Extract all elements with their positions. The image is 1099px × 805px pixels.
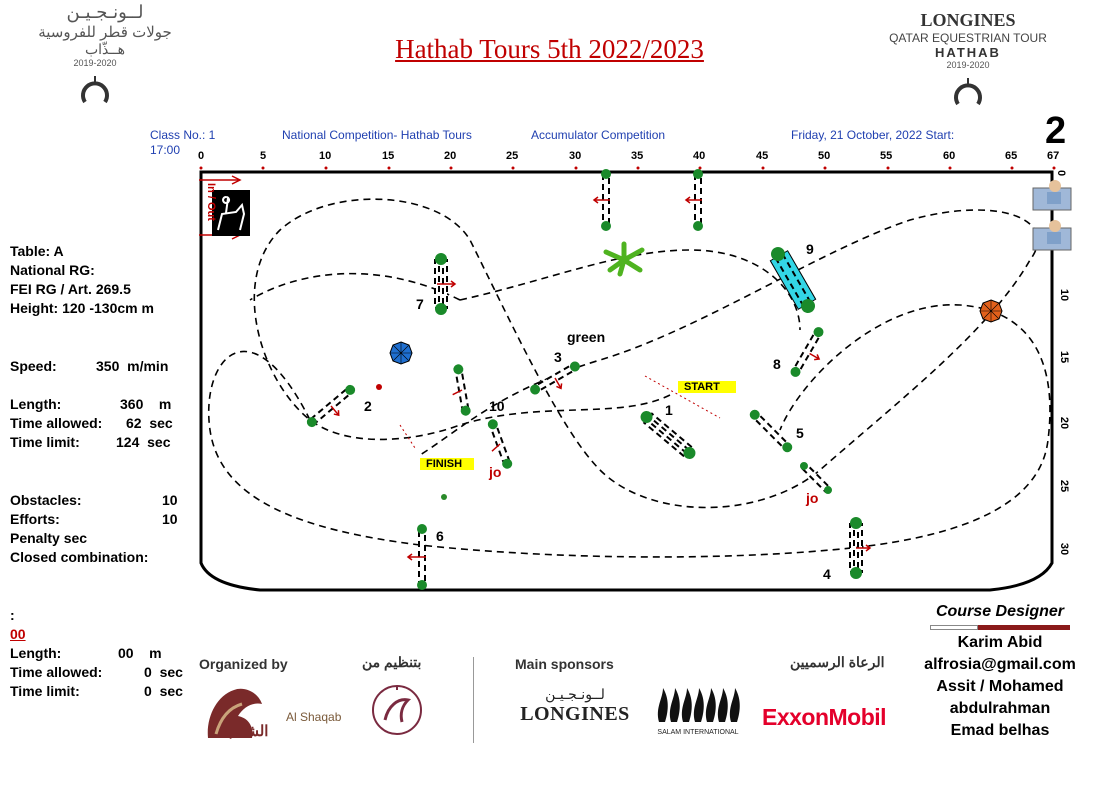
arena-outline [201,172,1052,590]
obstacle-4[interactable] [850,517,870,579]
class-time: 17:00 [150,143,181,157]
salam-name: SALAM INTERNATIONAL [657,729,739,736]
obstacle-number-1: 1 [665,402,673,418]
jump-off-code: 00 [10,626,26,642]
right-scale-tick: 10 [1058,288,1071,302]
course-route [209,199,1050,557]
top-scale-tick: 25 [506,150,519,162]
obstacle-10a[interactable] [448,364,472,418]
course-number: 2 [1045,110,1067,152]
logo-hathab: HATHAB [935,45,1001,60]
main-sponsors-label: Main sponsors [515,656,614,672]
longines-logo [515,686,635,726]
top-scale-tick: 55 [880,150,893,162]
efforts-label: Efforts: [10,511,60,527]
finish-label: FINISH [420,458,474,470]
sponsor-divider [473,657,474,743]
time-allowed-label: Time allowed: [10,415,103,431]
jo-length-value: 00 m [118,645,162,661]
class-number: Class No.: 1 [150,128,216,142]
logo-arabic-brand: لــونـجـيـن [66,2,144,22]
course-designer [905,601,1095,742]
longines-wordmark: LONGINES [520,703,630,725]
alshaqab-arabic: الشقب [224,723,269,740]
top-scale-tick: 65 [1005,150,1018,162]
logo-arabic-hathab: هــذّاب [84,41,125,57]
time-allowed-value: 62 sec [126,415,173,431]
jump-off-label: jo [806,490,819,506]
obstacle-top-left[interactable] [594,169,611,231]
blue-umbrella-icon [390,342,412,364]
table-info [10,242,154,318]
obstacle-height: Height: 120 -130cm m [10,300,154,316]
obstacle-number-2: 2 [364,398,372,414]
top-scale-tick: 50 [818,150,831,162]
jo-length-label: Length: [10,645,62,661]
speed-label: Speed: [10,358,57,374]
penalty-label: Penalty sec [10,530,88,546]
palm-plant-icon [606,244,642,274]
efforts-value: 10 [162,511,178,527]
page-title: Hathab Tours 5th 2022/2023 [395,34,704,64]
top-scale-tick: 15 [382,150,395,162]
logo-qatar-tour: QATAR EQUESTRIAN TOUR [889,31,1047,45]
qatar-equestrian-federation-logo [360,680,434,744]
salam-international-logo [652,684,744,736]
top-scale-tick: 35 [631,150,644,162]
assistant-line-3: Emad belhas [950,722,1050,739]
alshaqab-logo [198,682,348,742]
orange-umbrella-icon [980,300,1002,322]
judge-booth-icon [1033,180,1071,210]
obstacle-number-7: 7 [416,296,424,312]
obstacle-top-right[interactable] [686,169,703,231]
designer-email[interactable]: alfrosia@gmail.com [924,656,1076,673]
flag-marker [376,384,382,390]
jump-off-colon: : [10,607,15,623]
logo-year-right: 2019-2020 [946,60,990,70]
top-scale-tick: 60 [943,150,956,162]
national-rg: National RG: [10,262,95,278]
top-scale-tick: 10 [319,150,332,162]
right-scale-tick: 25 [1058,479,1071,493]
green-label: green [567,329,606,345]
right-scale-tick: 0 [1055,169,1068,177]
judge-booth-icon [1033,220,1071,250]
obstacle-5[interactable] [748,408,795,455]
course-stats [10,357,190,452]
top-scale-tick: 45 [756,150,769,162]
finish-line [400,425,415,448]
logo-year-left: 2019-2020 [73,58,117,68]
obstacle-number-5: 5 [796,425,804,441]
top-scale-tick: 5 [260,150,267,162]
obstacle-number-4: 4 [823,566,831,582]
obstacle-number-10: 10 [489,398,505,414]
obstacle-8[interactable] [789,325,833,383]
assistant-line-1: Assit / Mohamed [936,678,1064,695]
start-label: START [678,381,736,393]
obstacle-number-8: 8 [773,356,781,372]
logo-arabic-tour: جولات قطر للفروسية [38,24,172,41]
obstacle-stats [10,491,190,567]
top-scale-tick: 0 [198,150,205,162]
length-value: 360 m [120,396,172,412]
top-scale-tick: 20 [444,150,457,162]
jo-time-allowed-value: 0 sec [144,664,183,680]
jo-time-limit-value: 0 sec [144,683,183,699]
obstacle-6[interactable] [408,524,427,590]
longines-arabic: لــونـجـيـن [545,686,605,702]
obstacle-7[interactable] [435,253,455,315]
main-sponsors-arabic: الرعاة الرسميين [790,654,885,670]
finish-flag-marker [441,494,447,500]
obstacle-number-9: 9 [806,241,814,257]
logo-longines: LONGINES [920,10,1016,30]
obstacles-label: Obstacles: [10,492,82,508]
course-designer-heading: Course Designer [935,603,1065,620]
time-limit-label: Time limit: [10,434,80,450]
organized-by-arabic: بتنظيم من [362,654,422,670]
obstacle-number-3: 3 [554,349,562,365]
obstacle-3[interactable] [528,360,585,403]
time-limit-value: 124 sec [116,434,171,450]
top-scale-tick: 40 [693,150,706,162]
right-scale-tick: 20 [1058,416,1071,430]
competition-date: Friday, 21 October, 2022 Start: [791,128,955,142]
exxonmobil-logo: ExxonMobil [762,704,887,730]
top-scale-tick: 67 [1047,150,1060,162]
top-scale-tick: 30 [569,150,582,162]
jo-time-allowed-label: Time allowed: [10,664,103,680]
length-label: Length: [10,396,62,412]
designer-divider [930,625,1070,630]
right-scale-tick: 15 [1058,350,1071,364]
fei-rule: FEI RG / Art. 269.5 [10,281,131,297]
in-out-label: In / Out [204,183,217,221]
jump-off-label: jo [489,464,502,480]
organized-by-label: Organized by [199,656,288,672]
competition-name: National Competition- Hathab Tours [282,128,472,142]
competition-type: Accumulator Competition [531,128,666,142]
scale-markers [200,167,1056,170]
assistant-line-2: abdulrahman [949,700,1051,717]
closed-combination-label: Closed combination: [10,549,149,565]
alshaqab-name: Al Shaqab [286,710,342,724]
jump-off-stats [10,606,190,701]
speed-value: 350 m/min [96,358,169,374]
designer-name: Karim Abid [957,634,1043,651]
obstacle-number-6: 6 [436,528,444,544]
obstacle-2[interactable] [305,383,362,435]
jo-time-limit-label: Time limit: [10,683,80,699]
obstacles-value: 10 [162,492,178,508]
salam-flames-icon [653,684,743,724]
table-type: Table: A [10,243,64,259]
right-scale-tick: 30 [1058,542,1071,556]
